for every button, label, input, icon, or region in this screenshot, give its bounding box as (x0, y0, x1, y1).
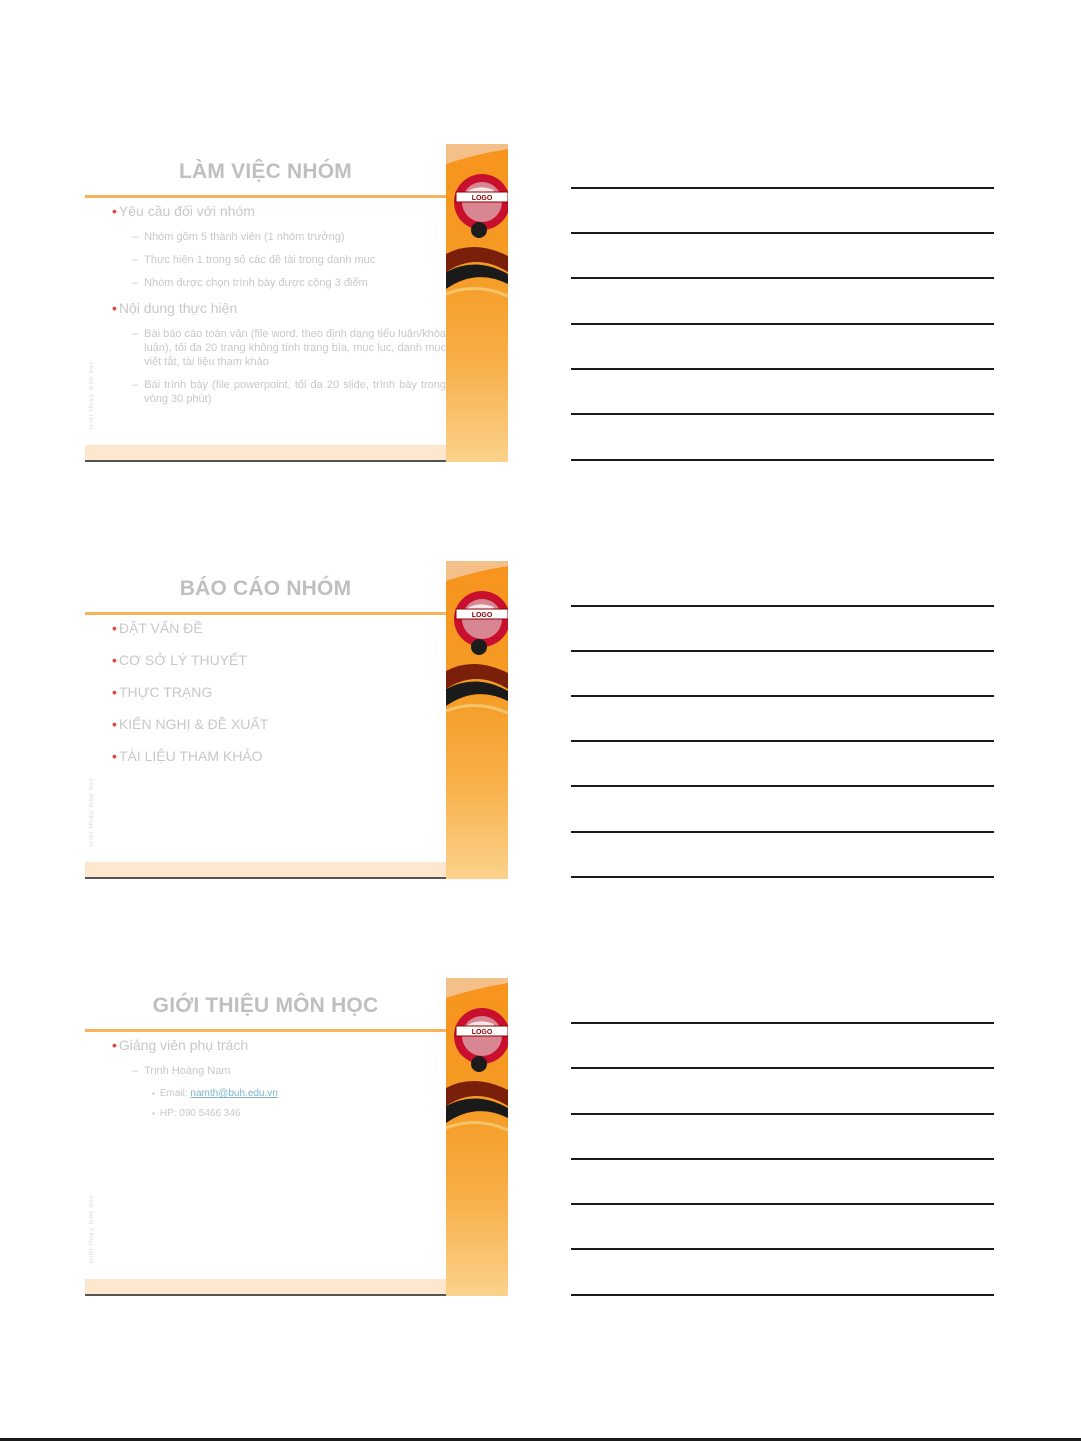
footer-line (85, 1294, 446, 1296)
bullet-dot-icon: • (112, 300, 117, 316)
note-line (571, 831, 994, 833)
bullet-l2: – Nhóm gồm 5 thành viên (1 nhóm trưởng) (132, 231, 345, 243)
note-line (571, 1158, 994, 1160)
note-line (571, 695, 994, 697)
bullet-dot-icon: • (112, 203, 117, 219)
bullet-l2: – Bài trình bày (file powerpoint, tối đa 20 slide, trình bày trong vòng 30 phút) (132, 379, 446, 405)
decoration-panel (446, 561, 508, 879)
title-rule (85, 1029, 446, 1032)
bullet-l3: ▪ HP: 090 5466 346 (152, 1108, 241, 1119)
bullet-dot-icon: • (112, 620, 117, 636)
bullet-l2: – Trịnh Hoàng Nam (132, 1065, 231, 1077)
note-line (571, 232, 994, 234)
footer-band (85, 445, 446, 460)
svg-text:LOGO: LOGO (471, 612, 493, 619)
decoration-panel (446, 978, 508, 1296)
bullet-l2: – Nhóm được chọn trình bày được cộng 3 điểm (132, 277, 368, 289)
email-link[interactable]: namth@buh.edu.vn (190, 1088, 278, 1099)
note-line (571, 876, 994, 878)
globe-logo-icon (446, 561, 508, 879)
footer-line (85, 460, 446, 462)
slide-title: BÁO CÁO NHÓM (179, 577, 352, 600)
globe-logo-icon (446, 144, 508, 462)
title-rule (85, 195, 446, 198)
footer-line (85, 877, 446, 879)
bullet-l1: • KIẾN NGHỊ & ĐỀ XUẤT (112, 716, 269, 732)
bullet-l1: • CƠ SỞ LÝ THUYẾT (112, 652, 247, 668)
slide-3 (85, 978, 508, 1296)
note-line (571, 1248, 994, 1250)
note-line (571, 187, 994, 189)
note-line (571, 1294, 994, 1296)
footer-band (85, 862, 446, 877)
slide-content (112, 619, 446, 779)
slide-title: GIỚI THIỆU MÔN HỌC (152, 994, 379, 1017)
title-rule (85, 612, 446, 615)
bullet-l2: – Bài báo cáo toàn văn (file word, theo định dạng tiểu luận/khóa luận), tối đa 20 trang không tính trang bìa, mục lục, danh mục viết tắt, tài liệu tham khảo (132, 328, 446, 368)
bullet-l1: • THỰC TRẠNG (112, 684, 213, 700)
note-line (571, 1022, 994, 1024)
note-line (571, 740, 994, 742)
slide-content (112, 1036, 446, 1127)
note-line (571, 605, 994, 607)
note-line (571, 650, 994, 652)
slide-main-1 (85, 144, 446, 462)
note-line (571, 1203, 994, 1205)
note-line (571, 785, 994, 787)
slide-1 (85, 144, 508, 462)
slide-content (112, 202, 446, 415)
slide-title: LÀM VIỆC NHÓM (179, 160, 352, 183)
note-line (571, 413, 994, 415)
slide-2 (85, 561, 508, 879)
bullet-l1: • Giảng viên phụ trách (112, 1037, 249, 1053)
note-line (571, 323, 994, 325)
note-line (571, 1113, 994, 1115)
globe-logo-icon (446, 978, 508, 1296)
side-text: Giới thiệu môn học (89, 360, 95, 429)
bullet-dot-icon: • (112, 652, 117, 668)
bullet-dot-icon: • (112, 748, 117, 764)
bullet-l1: • Nội dung thực hiện (112, 300, 238, 316)
note-line (571, 368, 994, 370)
slide-main-3 (85, 978, 446, 1296)
bullet-l2: – Thực hiện 1 trong số các đề tài trong danh mục (132, 254, 376, 266)
bullet-l1: • TÀI LIỆU THAM KHẢO (112, 748, 263, 764)
bullet-l3: ▪ Email: namth@buh.edu.vn (152, 1088, 278, 1099)
note-line (571, 459, 994, 461)
bullet-l1: • Yêu cầu đối với nhóm (112, 203, 255, 219)
bullet-dot-icon: • (112, 1037, 117, 1053)
note-line (571, 277, 994, 279)
side-text: Giới thiệu môn học (89, 1194, 95, 1263)
footer-band (85, 1279, 446, 1294)
decoration-panel (446, 144, 508, 462)
note-line (571, 1067, 994, 1069)
bullet-l1: • ĐẶT VẤN ĐỀ (112, 620, 203, 636)
svg-text:LOGO: LOGO (471, 195, 493, 202)
side-text: Giới thiệu môn học (89, 777, 95, 846)
slide-main-2 (85, 561, 446, 879)
bullet-dot-icon: • (112, 716, 117, 732)
svg-text:LOGO: LOGO (471, 1029, 493, 1036)
bullet-dot-icon: • (112, 684, 117, 700)
